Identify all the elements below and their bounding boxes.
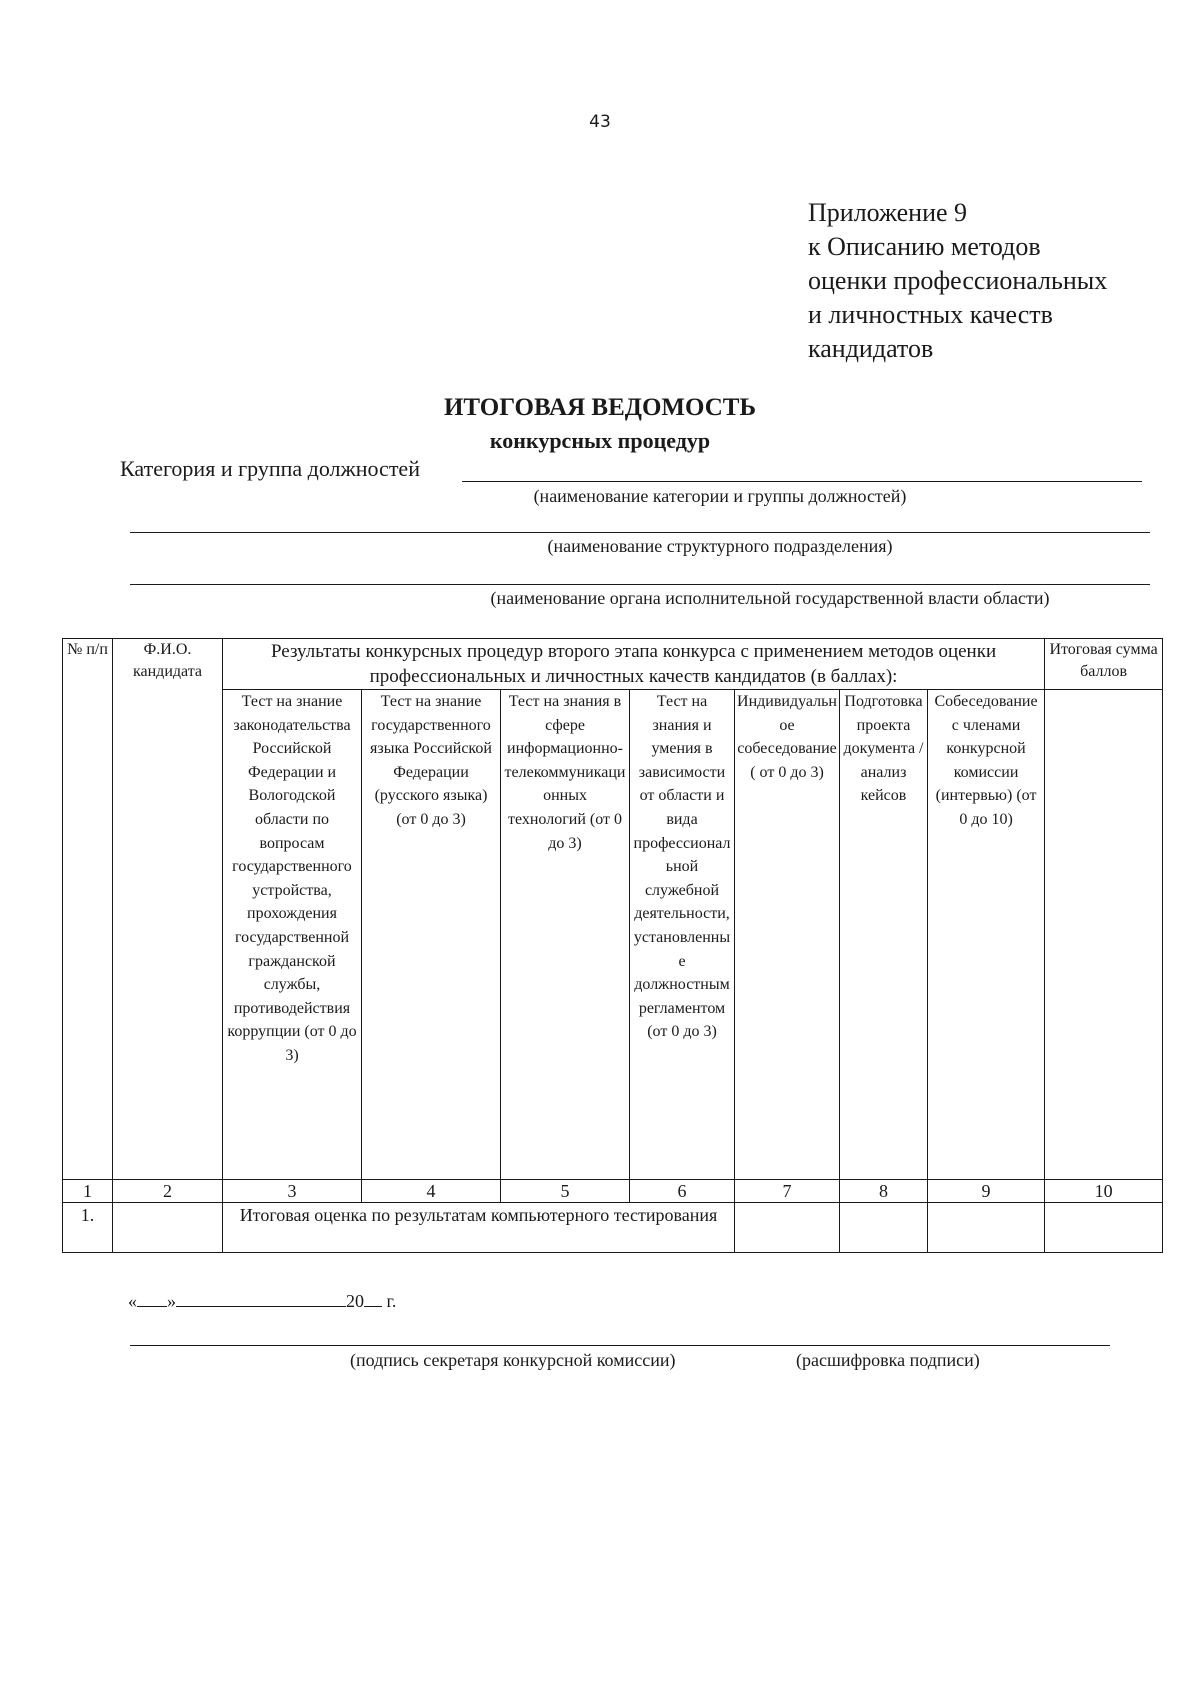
organ-fill-line (130, 584, 1150, 585)
page-number: 43 (589, 112, 611, 132)
date-quote-open: « (128, 1291, 137, 1311)
document-subtitle: конкурсных процедур (489, 428, 711, 453)
date-quote-close: » (167, 1291, 176, 1311)
column-number: 7 (735, 1180, 840, 1203)
header-results: Результаты конкурсных процедур второго этапа конкурса с применением методов оценки профессиональных и личностных качеств кандидатов (в баллах): (223, 639, 1045, 690)
appendix-line: оценки профессиональных (808, 266, 1108, 295)
table-subheader-row (63, 690, 1163, 1180)
subheader-commission-interview: Собеседование с членами конкурсной комиссии (интервью) (от 0 до 10) (928, 690, 1045, 1180)
date-year-suffix: г. (386, 1291, 397, 1311)
row-label: Итоговая оценка по результатам компьютерного тестирования (223, 1203, 735, 1253)
subheader-professional-test: Тест на знания и умения в зависимости от области и вида профессиональной служебной деятельности, установленные должностным регламентом (от 0 до 3) (630, 690, 735, 1180)
subheader-law-test: Тест на знание законодательства Российской Федерации и Вологодской области по вопросам государственного устройства, прохождения государственной гражданской службы, противодействия коррупции (от 0 до 3) (223, 690, 362, 1180)
department-fill-line (130, 532, 1150, 533)
column-number-row (63, 1180, 1163, 1203)
year-blank (364, 1290, 382, 1307)
column-number: 8 (840, 1180, 928, 1203)
row-number: 1. (63, 1203, 113, 1253)
results-table (62, 638, 1163, 1253)
column-number: 9 (928, 1180, 1045, 1203)
header-total: Итоговая сумма баллов (1045, 639, 1163, 690)
row-cell (840, 1203, 928, 1253)
category-label: Категория и группа должностей (120, 456, 420, 481)
subheader-ict-test: Тест на знания в сфере информационно-телекоммуникационных технологий (от 0 до 3) (501, 690, 630, 1180)
row-fio-cell (113, 1203, 223, 1253)
appendix-line: кандидатов (808, 334, 934, 363)
appendix-block (808, 196, 1107, 366)
date-line (128, 1290, 396, 1312)
category-caption: (наименование категории и группы должностей) (533, 486, 907, 506)
subheader-individual-interview: Индивидуальное собеседование ( от 0 до 3) (735, 690, 840, 1180)
appendix-line: и личностных качеств (808, 300, 1053, 329)
header-fio: Ф.И.О. кандидата (113, 639, 223, 1180)
table-row (63, 1203, 1163, 1253)
column-number: 6 (630, 1180, 735, 1203)
column-number: 1 (63, 1180, 113, 1203)
column-number: 5 (501, 1180, 630, 1203)
date-year: 20 (346, 1291, 364, 1311)
month-blank (176, 1290, 346, 1307)
column-number: 10 (1045, 1180, 1163, 1203)
row-cell (928, 1203, 1045, 1253)
signature-fill-line (130, 1345, 1110, 1346)
row-cell (1045, 1203, 1163, 1253)
document-title: ИТОГОВАЯ ВЕДОМОСТЬ (443, 394, 757, 421)
header-num: № п/п (63, 639, 113, 1180)
decoding-caption: (расшифровка подписи) (796, 1350, 980, 1370)
day-blank (137, 1290, 167, 1307)
signature-caption: (подпись секретаря конкурсной комиссии) (350, 1350, 676, 1370)
column-number: 3 (223, 1180, 362, 1203)
appendix-line: Приложение 9 (808, 198, 968, 227)
column-number: 2 (113, 1180, 223, 1203)
column-number: 4 (362, 1180, 501, 1203)
appendix-line: к Описанию методов (808, 232, 1041, 261)
table-header-row (63, 639, 1163, 690)
subheader-document-project: Подготовка проекта документа / анализ кейсов (840, 690, 928, 1180)
category-fill-line (462, 481, 1142, 482)
subheader-language-test: Тест на знание государственного языка Российской Федерации (русского языка) (от 0 до 3) (362, 690, 501, 1180)
subheader-empty (1045, 690, 1163, 1180)
organ-caption: (наименование органа исполнительной государственной власти области) (490, 588, 1050, 608)
department-caption: (наименование структурного подразделения) (547, 536, 893, 556)
row-cell (735, 1203, 840, 1253)
